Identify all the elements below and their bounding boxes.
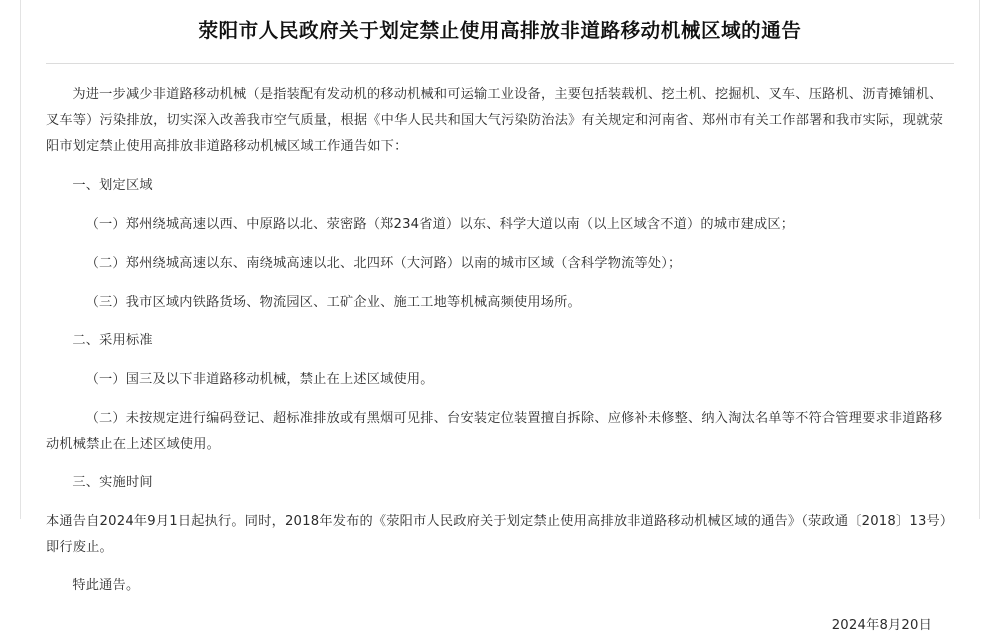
- section-1-item-2: （二）郑州绕城高速以东、南绕城高速以北、北四环（大河路）以南的城市区域（含科学物流等处）；: [85, 255, 682, 271]
- section-2-item-2: （二）未按规定进行编码登记、超标准排放或有黑烟可见排、台安装定位装置擅自拆除、应修补未修整、纳入淘汰名单等不符合管理要求非道路移动机械禁止在上述区域使用。: [46, 410, 943, 452]
- paragraph-intro: 为进一步减少非道路移动机械（是指装配有发动机的移动机械和可运输工业设备，主要包括装载机、挖土机、挖掘机、叉车、压路机、沥青摊铺机、叉车等）污染排放，切实深入改善我市空气质量，根据《中华人民共和国大气污染防治法》有关规定和河南省、郑州市有关工作部署和我市实际，现就荥阳市划定禁止使用高排放非道路移动机械区域工作通告如下：: [46, 87, 943, 154]
- section-heading-3: 三、实施时间: [72, 475, 153, 491]
- section-3-body: 本通告自2024年9月1日起执行。同时，2018年发布的《荥阳市人民政府关于划定禁止使用高排放非道路移动机械区域的通告》（荥政通〔2018〕13号）即行废止。: [46, 514, 954, 555]
- page-title: 荥阳市人民政府关于划定禁止使用高排放非道路移动机械区域的通告: [198, 19, 802, 42]
- section-heading-2: 二、采用标准: [72, 333, 153, 349]
- section-1-item-3: （三）我市区域内铁路货场、物流园区、工矿企业、施工工地等机械高频使用场所。: [85, 294, 581, 310]
- closing-note: 特此通告。: [72, 577, 140, 593]
- title-block: [46, 0, 954, 57]
- document-body: [46, 64, 954, 633]
- section-1-item-1: （一）郑州绕城高速以西、中原路以北、荥密路（郑234省道）以东、科学大道以南（以上区域含不道）的城市建成区；: [85, 217, 795, 233]
- section-heading-1: 一、划定区域: [72, 178, 153, 194]
- document-date: 2024年8月20日: [831, 618, 932, 633]
- section-2-item-1: （一）国三及以下非道路移动机械，禁止在上述区域使用。: [85, 372, 434, 388]
